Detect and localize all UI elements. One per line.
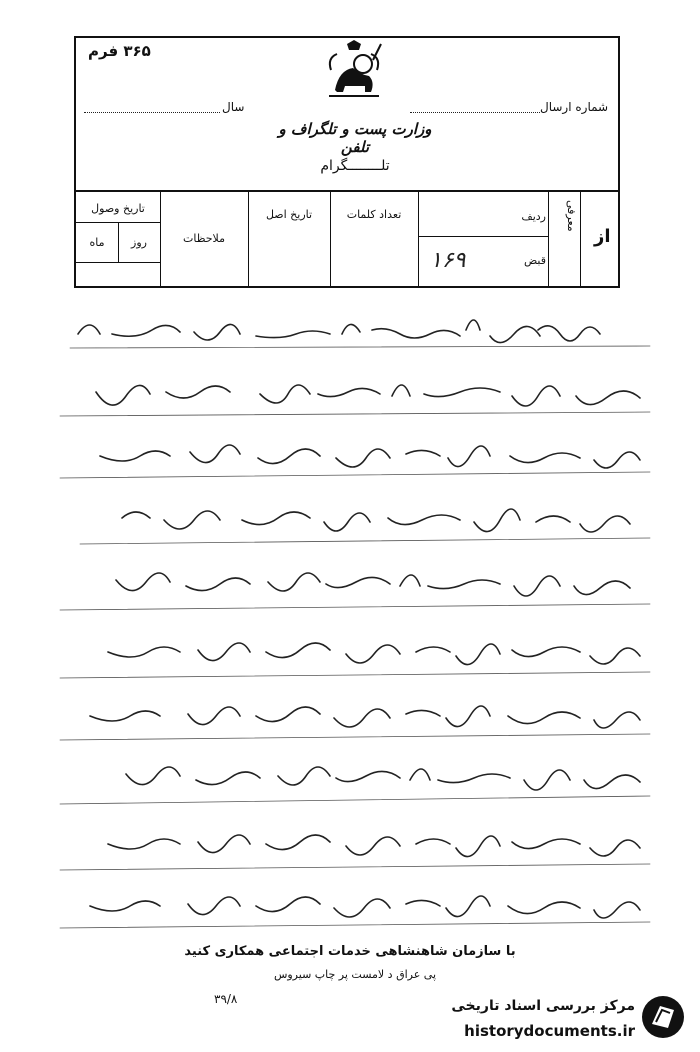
row-label: ردیف [521, 210, 546, 223]
frame-top-border [74, 36, 620, 38]
original-date-label: تاریخ اصل [265, 208, 313, 221]
receipt-label: قبض [523, 254, 546, 267]
word-count-label: تعداد کلمات [346, 208, 402, 221]
archive-logo-icon [640, 994, 686, 1040]
notes-label: ملاحظات [183, 232, 225, 245]
handwritten-message [40, 286, 680, 946]
frame-right-border [618, 36, 620, 286]
frame-left-border [74, 36, 76, 286]
table-top-border [74, 190, 620, 192]
printer-line: پی عراق د لامست پر چاپ سیروس [273, 968, 437, 981]
document-type: تلــــــــگرام [320, 158, 390, 174]
form-number: ۳۶۵ فرم [88, 42, 151, 60]
send-number-field [410, 112, 540, 113]
month-label: ماه [89, 236, 105, 249]
print-date-code: ۳۹/۸ [214, 992, 238, 1006]
watermark-site: historydocuments.ir [464, 1022, 635, 1040]
handwritten-receipt-number: ۱۶۹ [430, 248, 466, 273]
ministry-title: وزارت پست و تلگراف و تلفن [278, 120, 432, 156]
year-field [84, 112, 220, 113]
from-label: از [594, 226, 611, 247]
watermark-org-name: مرکز بررسی اسناد تاریخی [451, 998, 635, 1014]
lion-and-sun-emblem-icon [325, 40, 383, 102]
footer-slogan: با سازمان شاهنشاهی خدمات اجتماعی همکاری کنید [184, 944, 516, 959]
send-number-label: شماره ارسال [540, 100, 609, 114]
identification-label: معرفی [565, 200, 578, 232]
day-label: روز [131, 236, 147, 249]
year-label: سال [222, 100, 245, 114]
receipt-date-label: تاریخ وصول [91, 202, 145, 215]
